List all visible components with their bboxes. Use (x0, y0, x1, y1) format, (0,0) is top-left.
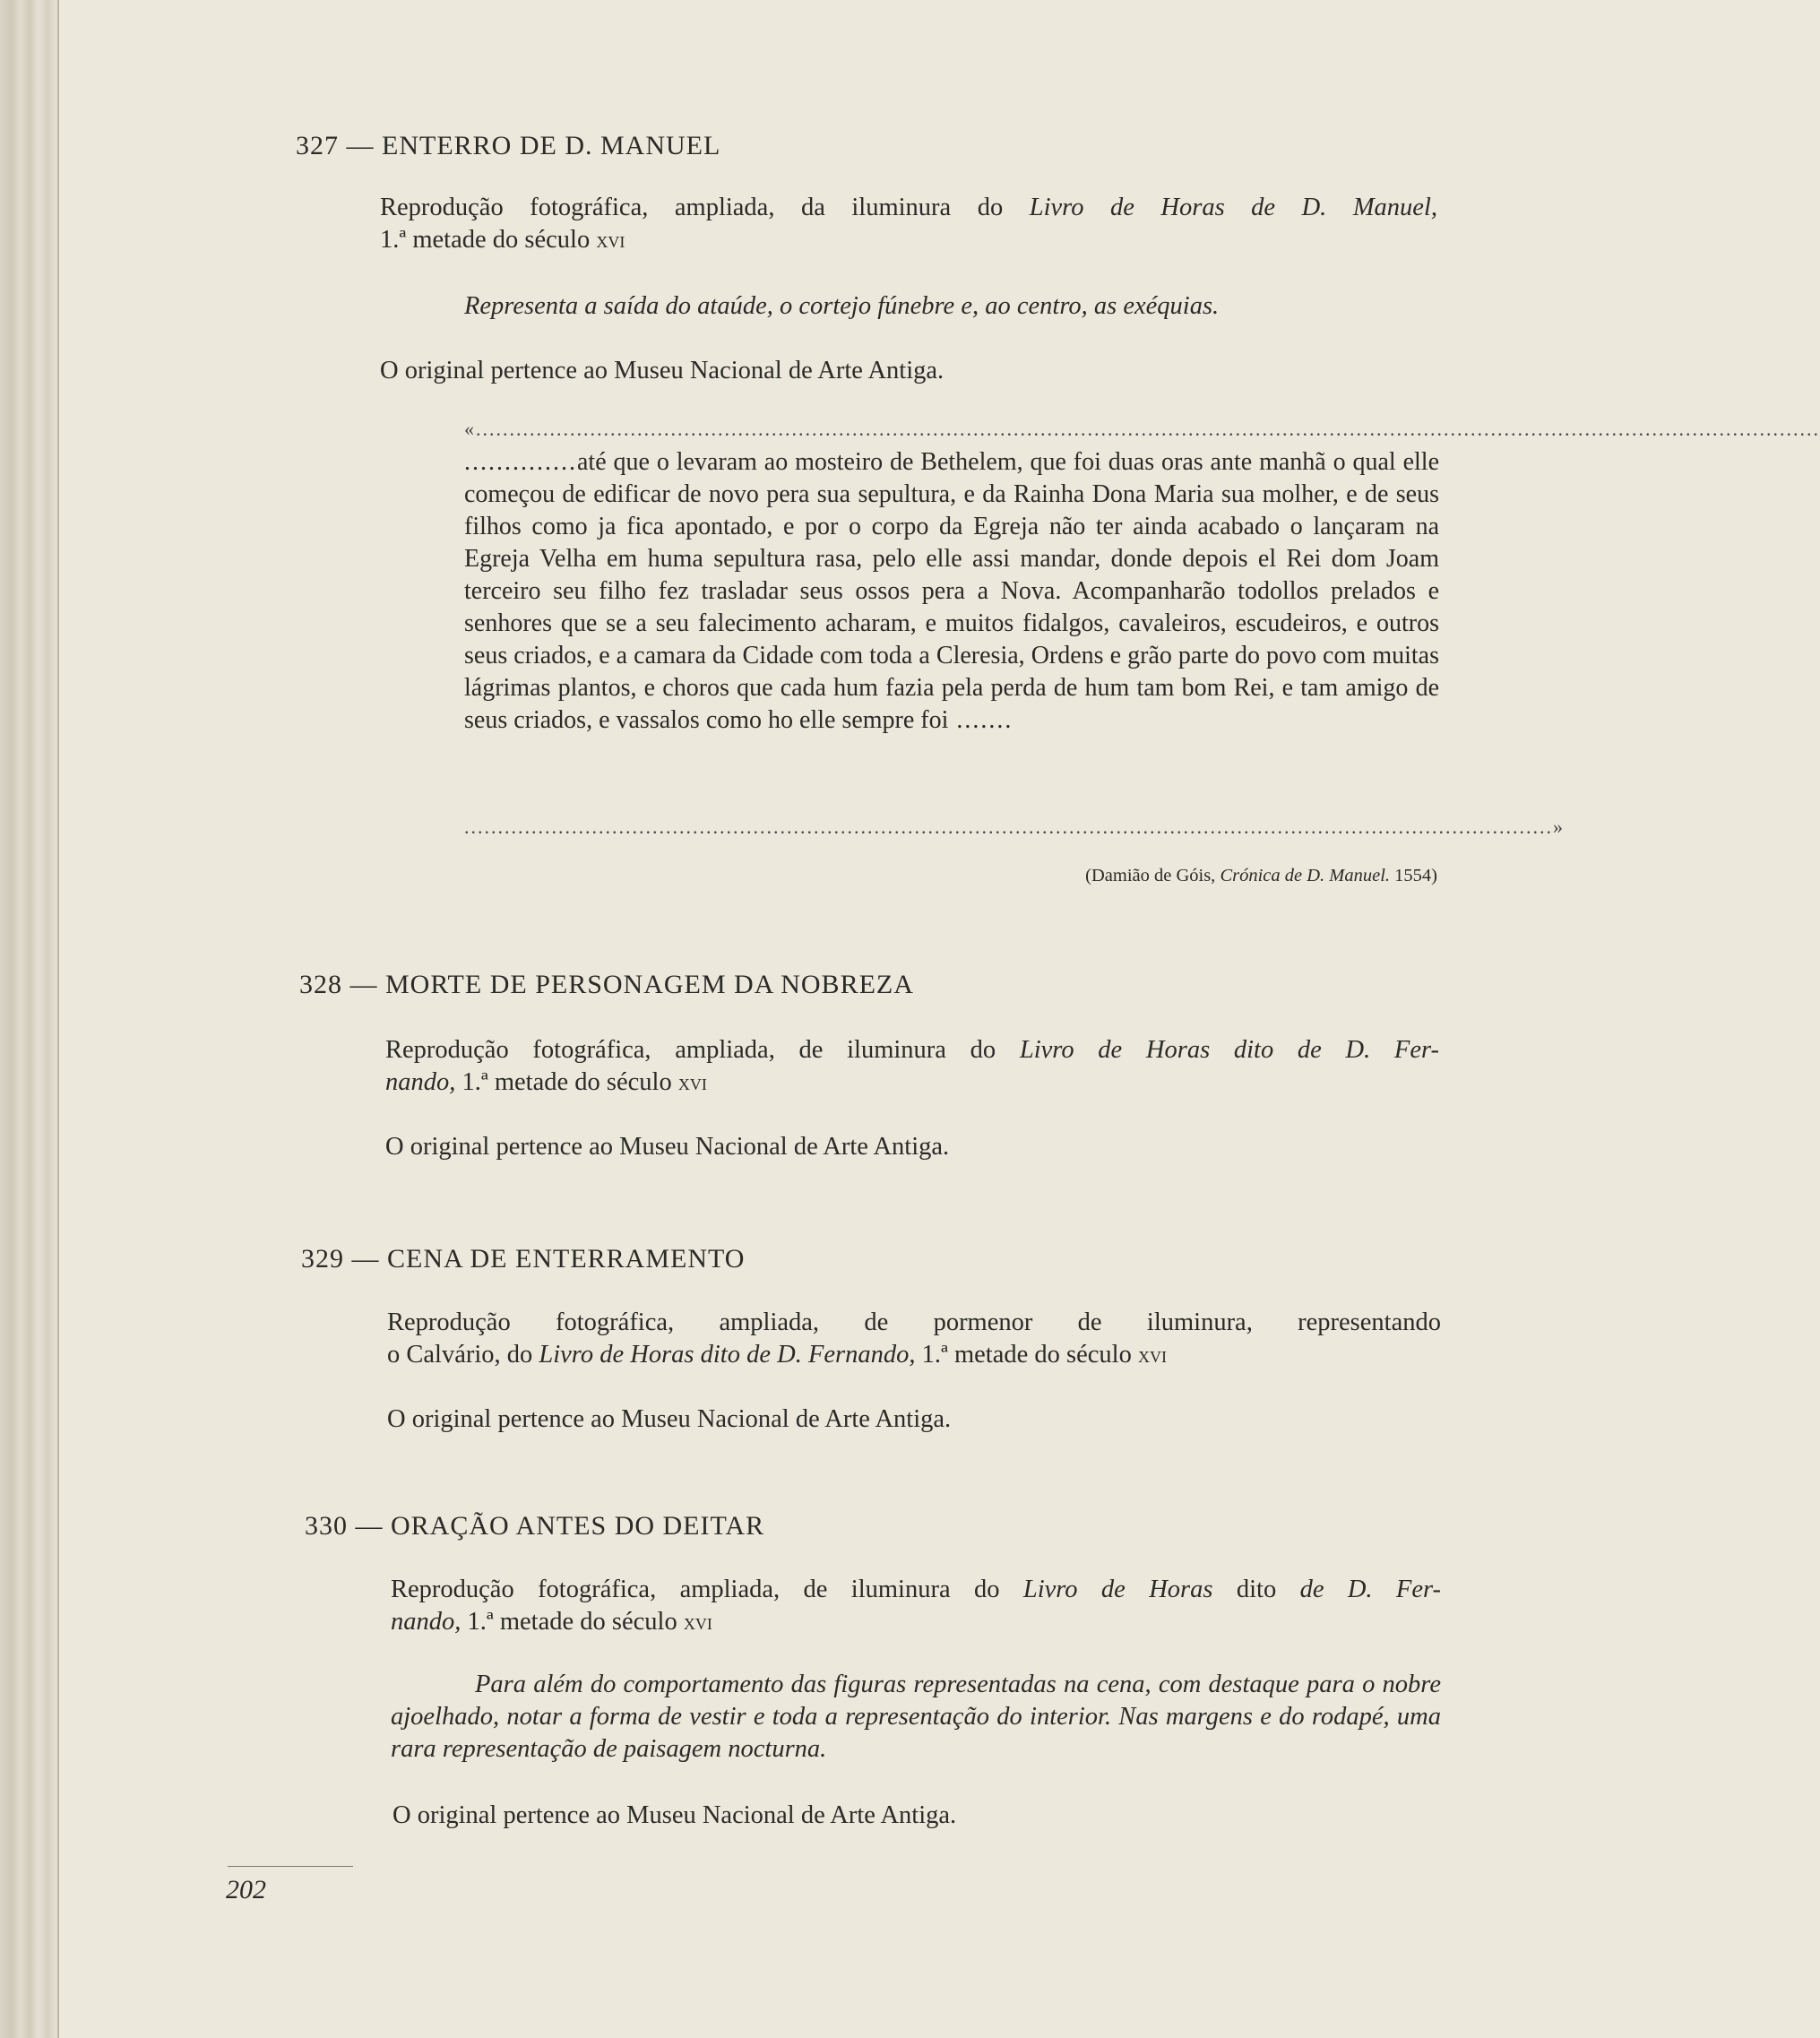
quote-closing-dots: ..................................................................................................................................................................» (464, 816, 1565, 838)
entry-328-description: Reprodução fotográfica, ampliada, de iluminura do Livro de Horas dito de D. Fer- nando, 1.ª metade do século xvi (385, 1036, 1439, 1096)
quote-opening-dots: «........................................................................................................................................................................................................ (464, 418, 1820, 440)
entry-328-heading: 328 — MORTE DE PERSONAGEM DA NOBREZA (299, 970, 914, 999)
quote-text: ..............até que o levaram ao mosteiro de Bethelem, que foi duas oras ante manhã o qual elle começou de edificar de novo pera sua sepultura, e da Rainha Dona Maria sua molher, e de seus filhos como ja fica apontado, e por o corpo da Egreja não ter ainda acabado o lançaram na Egreja Velha em huma sepultura rasa, pelo elle assi mandar, donde depois el Rei dom Joam terceiro seu filho fez trasladar seus ossos pera a Nova. Acompanharão todollos prelados e senhores que se a seu falecimento acharam, e muitos fidalgos, cavaleiros, escudeiros, e outros seus criados, e a camara da Cidade com toda a Cleresia, Ordens e grão parte do povo com muitas lágrimas plantos, e choros que cada hum fazia pela perda de hum tam bom Rei, e tam amigo de seus criados, e vassalos como ho elle sempre foi ....... (464, 448, 1439, 734)
entry-327-origin: O original pertence ao Museu Nacional de Arte Antiga. (380, 357, 945, 384)
entry-327-note: Representa a saída do ataúde, o cortejo fúnebre e, ao centro, as exéquias. (464, 292, 1220, 320)
book-spine (0, 0, 59, 2038)
page (59, 0, 1820, 2038)
entry-330-origin: O original pertence ao Museu Nacional de Arte Antiga. (392, 1801, 957, 1829)
entry-329-origin: O original pertence ao Museu Nacional de Arte Antiga. (387, 1405, 952, 1433)
entry-330-heading: 330 — ORAÇÃO ANTES DO DEITAR (305, 1511, 765, 1541)
entry-330-note: Para além do comportamento das figuras representadas na cena, com destaque para o nobre ajoelhado, notar a forma de vestir e toda a representação do interior. Nas margens e do rodapé, uma rara representação de paisagem nocturna. (391, 1671, 1441, 1763)
footer-rule (228, 1866, 353, 1867)
entry-329-heading: 329 — CENA DE ENTERRAMENTO (301, 1244, 746, 1274)
entry-328-origin: O original pertence ao Museu Nacional de Arte Antiga. (385, 1133, 950, 1161)
quote-citation: (Damião de Góis, Crónica de D. Manuel. 1554) (1085, 866, 1437, 885)
entry-327-heading: 327 — ENTERRO DE D. MANUEL (296, 131, 721, 160)
entry-327-description: Reprodução fotográfica, ampliada, da iluminura do Livro de Horas de D. Manuel, 1.ª metade do século xvi (380, 194, 1438, 254)
page-number: 202 (226, 1875, 266, 1904)
entry-329-description: Reprodução fotográfica, ampliada, de pormenor de iluminura, representando o Calvário, do Livro de Horas dito de D. Fernando, 1.ª metade do século xvi (387, 1308, 1441, 1369)
entry-330-description: Reprodução fotográfica, ampliada, de iluminura do Livro de Horas dito de D. Fer- nando, 1.ª metade do século xvi (391, 1576, 1441, 1636)
